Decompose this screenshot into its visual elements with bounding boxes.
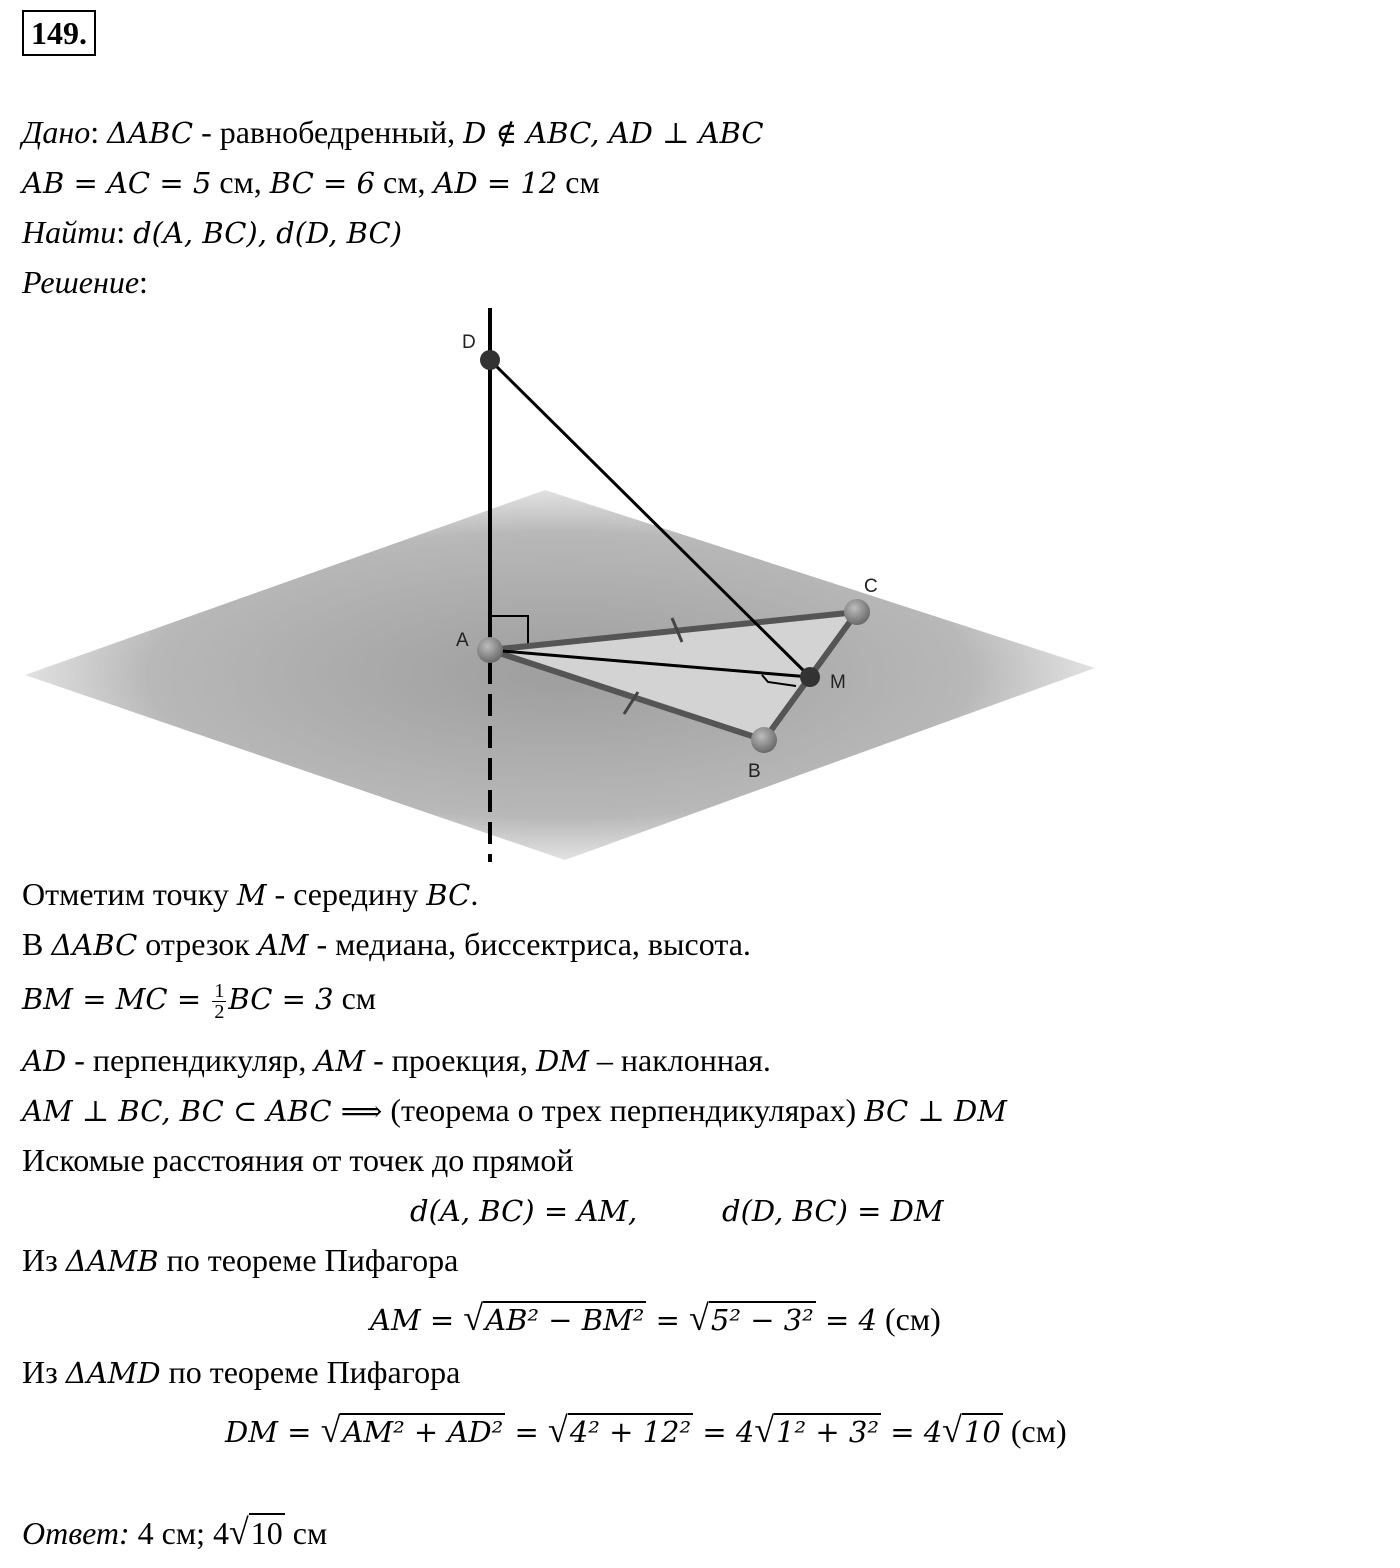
equation-distance-d — [722, 1190, 944, 1231]
step-3 — [22, 978, 376, 1022]
sqrt-3: √AM² + AD² — [320, 1410, 504, 1450]
eq3-coef: = 4 — [693, 1415, 755, 1449]
step-2 — [22, 924, 751, 965]
step1-text: Отметим точку — [22, 876, 237, 912]
find-line: Найти: d(A, BC), d(D, BC) — [22, 214, 403, 250]
sqrt-2-radicand: 5² − 3² — [710, 1303, 814, 1337]
eq3-eq: = — [505, 1415, 549, 1449]
step8-text-2: по теореме Пифагора — [160, 1354, 461, 1390]
step7-text-2: по теореме Пифагора — [158, 1242, 459, 1278]
step1-segment: BC — [426, 878, 471, 912]
step3-expr-2: BC = 3 — [228, 982, 334, 1016]
sqrt-5-radicand: 1² + 3² — [776, 1415, 879, 1449]
step3-expr: BM = MC = — [22, 982, 211, 1016]
step5-text: (теорема о трех перпендикулярах) — [382, 1092, 865, 1128]
solution-line: Решение: — [22, 264, 148, 300]
sqrt-4: √4² + 12² — [548, 1410, 692, 1450]
step-7 — [22, 1240, 458, 1281]
step7-text: Из — [22, 1242, 66, 1278]
sqrt-5: √1² + 3² — [754, 1410, 879, 1450]
fraction-denominator: 2 — [214, 1001, 225, 1024]
point-d — [480, 350, 500, 370]
given-text-isosceles: - равнобедренный, — [193, 114, 464, 150]
fraction-numerator: 1 — [214, 980, 225, 1003]
step2-text-3: - медиана, биссектриса, высота. — [308, 926, 751, 962]
find-label: Найти — [22, 214, 117, 250]
eq2-lhs: AM = — [370, 1303, 464, 1337]
eq2-unit: (см) — [876, 1301, 941, 1337]
given-triangle: ΔABC — [107, 116, 194, 150]
point-a — [477, 637, 503, 663]
given-unit-2: см, — [375, 164, 434, 200]
given-line-1: Дано: ΔABC - равнобедренный, D ∉ ABC, AD ⊥ ABC — [22, 114, 764, 150]
given-label: Дано — [22, 114, 91, 150]
point-b — [751, 727, 777, 753]
step2-segment: AM — [257, 928, 309, 962]
sqrt-2: √5² − 3² — [689, 1298, 814, 1338]
answer-unit: см — [284, 1515, 328, 1551]
step2-text: В — [22, 926, 52, 962]
eq2-eq: = — [646, 1303, 690, 1337]
step2-text-2: отрезок — [137, 926, 258, 962]
answer-line — [22, 1512, 327, 1553]
step7-triangle: ΔAMB — [65, 1244, 159, 1278]
eq3-coef-2: = 4 — [880, 1415, 943, 1449]
answer-label: Ответ: — [22, 1515, 130, 1551]
problem-number: 149. — [22, 10, 96, 56]
given-ad: AD = 12 — [433, 166, 558, 200]
given-bc: BC = 6 — [269, 166, 375, 200]
eq1-right: d(D, BC) = DM — [722, 1194, 944, 1228]
given-ab-ac: AB = AC = 5 — [22, 166, 212, 200]
step-4 — [22, 1040, 771, 1081]
equation-am — [370, 1298, 941, 1340]
sqrt-6-radicand: 10 — [963, 1415, 1001, 1449]
step5-expr: AM ⊥ BC, BC ⊂ ABC ⟹ — [22, 1094, 383, 1128]
step4-dm: DM — [535, 1044, 589, 1078]
step2-triangle: ΔABC — [51, 928, 138, 962]
eq2-result: = 4 — [815, 1303, 877, 1337]
given-conditions: D ∉ ABC, AD ⊥ ABC — [463, 116, 764, 150]
eq3-unit: (см) — [1002, 1413, 1067, 1449]
given-unit-3: см — [557, 164, 600, 200]
step8-text: Из — [22, 1354, 66, 1390]
step4-text-3: – наклонная. — [588, 1042, 771, 1078]
step5-conclusion: BC ⊥ DM — [864, 1094, 1007, 1128]
sqrt-3-radicand: AM² + AD² — [342, 1415, 504, 1449]
find-expression: d(A, BC), d(D, BC) — [133, 216, 403, 250]
solution-label: Решение — [22, 264, 140, 300]
label-d: D — [462, 332, 476, 353]
step4-ad: AD — [22, 1044, 67, 1078]
step-8 — [22, 1352, 460, 1393]
label-m: M — [830, 672, 846, 693]
step4-text-2: - проекция, — [365, 1042, 536, 1078]
fraction-one-half — [212, 981, 226, 1022]
label-a: A — [456, 630, 469, 651]
eq1-left: d(A, BC) = AM, — [410, 1194, 638, 1228]
given-unit-1: см, — [211, 164, 270, 200]
label-b: B — [748, 761, 761, 782]
step-5 — [22, 1090, 1007, 1131]
step4-text: - перпендикуляр, — [66, 1042, 315, 1078]
answer-sqrt-radicand: 10 — [250, 1515, 283, 1551]
step1-text-2: - середину — [266, 876, 427, 912]
step-6: Искомые расстояния от точек до прямой — [22, 1142, 574, 1178]
sqrt-1-radicand: AB² − BM² — [485, 1303, 645, 1337]
step1-period: . — [470, 876, 479, 912]
step1-point: M — [236, 878, 267, 912]
point-m — [800, 667, 820, 687]
step-1 — [22, 874, 478, 915]
answer-sqrt: √10 — [229, 1512, 283, 1552]
answer-text: 4 см; 4 — [129, 1515, 229, 1551]
equation-distance-a — [410, 1190, 637, 1231]
sqrt-6: √10 — [942, 1410, 1001, 1450]
label-c: C — [864, 576, 878, 597]
equation-dm — [225, 1410, 1067, 1452]
eq3-lhs: DM = — [225, 1415, 321, 1449]
sqrt-1: √AB² − BM² — [463, 1298, 645, 1338]
given-line-2 — [22, 162, 600, 203]
sqrt-4-radicand: 4² + 12² — [569, 1415, 692, 1449]
step4-am: AM — [314, 1044, 366, 1078]
geometry-figure — [0, 300, 1400, 870]
step8-triangle: ΔAMD — [65, 1356, 161, 1390]
step3-unit: см — [333, 980, 377, 1016]
point-c — [844, 599, 870, 625]
